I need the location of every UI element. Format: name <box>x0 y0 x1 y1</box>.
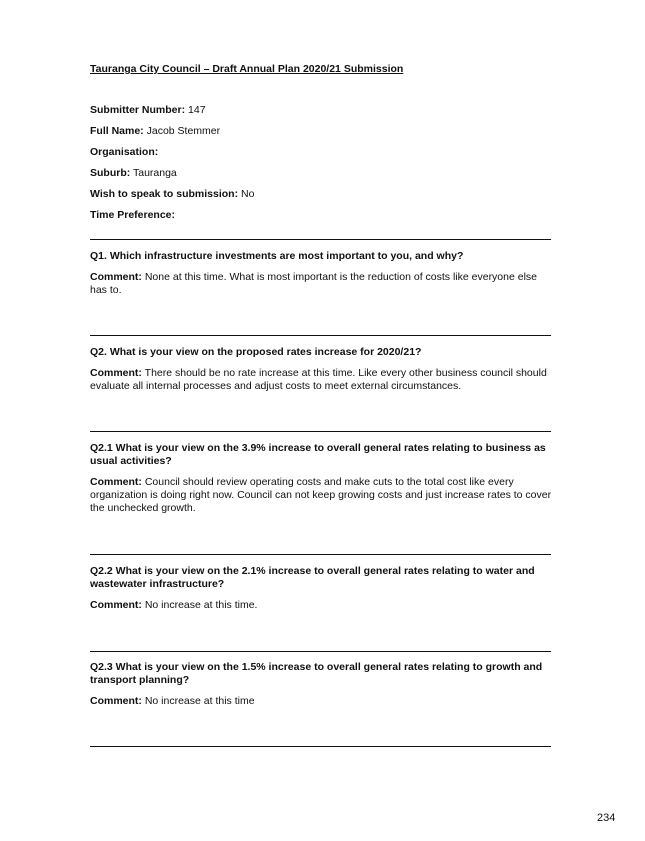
section-divider <box>90 651 551 652</box>
section-divider <box>90 746 551 747</box>
field-label: Time Preference: <box>90 209 176 221</box>
comment-label: Comment: <box>90 695 142 707</box>
comment-label: Comment: <box>90 367 142 379</box>
question-q2-1: Q2.1 What is your view on the 3.9% increase to overall general rates relating to business as usual activities? <box>90 442 546 467</box>
field-value: Jacob Stemmer <box>143 125 221 137</box>
comment-text: No increase at this time <box>141 695 255 707</box>
comment-text: None at this time. What is most important is the reduction of costs like everyone else has to. <box>90 271 538 296</box>
comment-q2-2 <box>90 599 552 612</box>
field-label: Wish to speak to submission: <box>90 188 239 200</box>
section-divider <box>90 239 551 240</box>
field-submitter-number <box>90 104 206 117</box>
section-divider <box>90 554 551 555</box>
field-label: Suburb: <box>90 167 131 179</box>
field-label: Organisation: <box>90 146 159 158</box>
section-divider <box>90 431 551 432</box>
comment-label: Comment: <box>90 476 142 488</box>
field-value: 147 <box>185 104 206 116</box>
comment-q2-3 <box>90 695 552 708</box>
field-organisation <box>90 146 158 159</box>
question-q2-2: Q2.2 What is your view on the 2.1% increase to overall general rates relating to water and wastewater infrastructure? <box>90 565 535 590</box>
field-time-preference <box>90 209 175 222</box>
field-label: Full Name: <box>90 125 144 137</box>
comment-label: Comment: <box>90 271 142 283</box>
document-title: Tauranga City Council – Draft Annual Plan 2020/21 Submission <box>90 63 404 75</box>
field-value: No <box>238 188 255 200</box>
comment-text: Council should review operating costs and make cuts to the total cost like every organization is doing right now. Council can not keep growing costs and just increase rates to cover the unchecked growth. <box>90 476 552 514</box>
field-suburb <box>90 167 177 180</box>
section-divider <box>90 335 551 336</box>
question-q2: Q2. What is your view on the proposed rates increase for 2020/21? <box>90 346 422 358</box>
comment-text: No increase at this time. <box>141 599 258 611</box>
page-number: 234 <box>597 812 616 824</box>
comment-q1 <box>90 271 552 297</box>
question-q1: Q1. Which infrastructure investments are most important to you, and why? <box>90 250 464 262</box>
field-label: Submitter Number: <box>90 104 186 116</box>
comment-q2-1 <box>90 476 552 515</box>
question-q2-3: Q2.3 What is your view on the 1.5% increase to overall general rates relating to growth and transport planning? <box>90 661 543 686</box>
comment-text: There should be no rate increase at this time. Like every other business council should evaluate all internal processes and adjust costs to meet external circumstances. <box>90 367 547 392</box>
comment-label: Comment: <box>90 599 142 611</box>
field-full-name <box>90 125 220 138</box>
comment-q2 <box>90 367 552 393</box>
field-value: Tauranga <box>130 167 177 179</box>
field-wish-to-speak <box>90 188 254 201</box>
